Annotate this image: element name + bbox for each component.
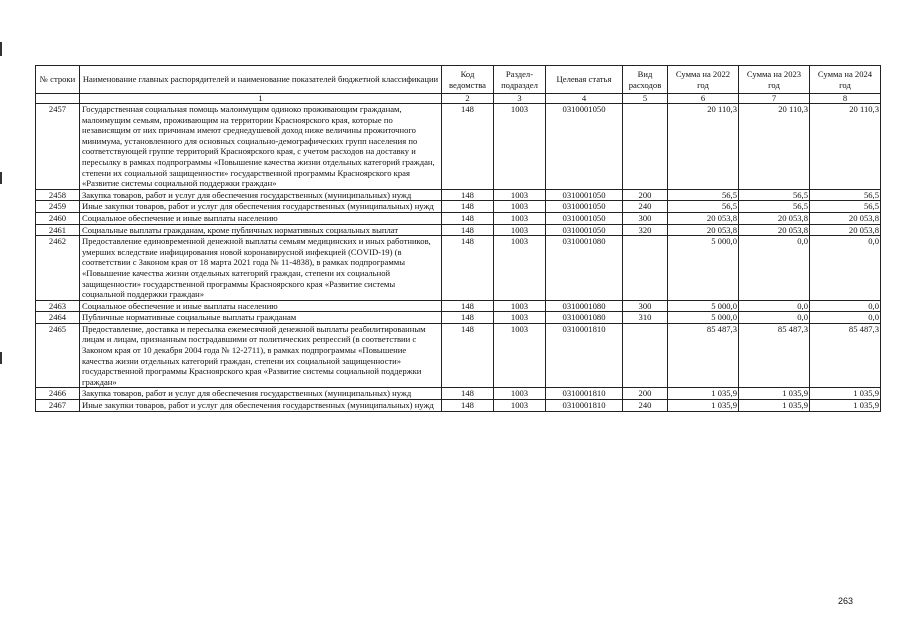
row-dept-code: 148 bbox=[442, 224, 494, 236]
row-number: 2465 bbox=[36, 323, 80, 388]
row-sum-2023: 1 035,9 bbox=[739, 388, 810, 400]
row-expense-type: 300 bbox=[623, 300, 668, 312]
row-section: 1003 bbox=[494, 388, 546, 400]
row-expense-type: 200 bbox=[623, 388, 668, 400]
row-sum-2023: 0,0 bbox=[739, 236, 810, 301]
row-target-article: 0310001080 bbox=[546, 312, 623, 324]
row-sum-2023: 56,5 bbox=[739, 201, 810, 213]
row-number: 2466 bbox=[36, 388, 80, 400]
row-sum-2022: 1 035,9 bbox=[668, 388, 739, 400]
table-row bbox=[36, 236, 881, 301]
column-number: 3 bbox=[494, 94, 546, 104]
row-number: 2461 bbox=[36, 224, 80, 236]
scan-edge-mark bbox=[0, 352, 2, 364]
row-section: 1003 bbox=[494, 224, 546, 236]
table-row bbox=[36, 212, 881, 224]
table-row bbox=[36, 201, 881, 213]
row-name: Иные закупки товаров, работ и услуг для обеспечения государственных (муниципальных) нужд bbox=[80, 201, 442, 213]
row-dept-code: 148 bbox=[442, 388, 494, 400]
header-name: Наименование главных распорядителей и наименование показателей бюджетной классификации bbox=[80, 66, 442, 94]
row-expense-type bbox=[623, 323, 668, 388]
column-number-row bbox=[36, 94, 881, 104]
row-number: 2460 bbox=[36, 212, 80, 224]
table-row bbox=[36, 189, 881, 201]
row-name: Государственная социальная помощь малоимущим одиноко проживающим гражданам, малоимущим семьям, проживающим на территории Красноярского края, которые по независящим от них причинам имеют среднедушевой доход ниже величины прожиточного минимума, установленного для основных социально-демографических групп населения по соответствующей группе территорий Красноярского края, с учетом расходов на доставку и пересылку в рамках подпрограммы «Повышение качества жизни отдельных категорий граждан, степени их социальной защищенности» государственной программы Красноярского края «Развитие системы социальной поддержки граждан» bbox=[80, 104, 442, 190]
row-sum-2022: 20 110,3 bbox=[668, 104, 739, 190]
row-dept-code: 148 bbox=[442, 201, 494, 213]
column-number-empty bbox=[36, 94, 80, 104]
table-row bbox=[36, 388, 881, 400]
row-expense-type bbox=[623, 236, 668, 301]
row-target-article: 0310001810 bbox=[546, 400, 623, 412]
row-section: 1003 bbox=[494, 201, 546, 213]
row-target-article: 0310001080 bbox=[546, 300, 623, 312]
table-row bbox=[36, 323, 881, 388]
row-expense-type: 240 bbox=[623, 400, 668, 412]
row-sum-2023: 20 053,8 bbox=[739, 224, 810, 236]
row-sum-2024: 0,0 bbox=[810, 312, 881, 324]
row-expense-type: 240 bbox=[623, 201, 668, 213]
row-sum-2022: 56,5 bbox=[668, 201, 739, 213]
budget-table bbox=[35, 65, 881, 412]
row-dept-code: 148 bbox=[442, 400, 494, 412]
column-number: 7 bbox=[739, 94, 810, 104]
row-dept-code: 148 bbox=[442, 189, 494, 201]
row-dept-code: 148 bbox=[442, 104, 494, 190]
row-sum-2022: 20 053,8 bbox=[668, 224, 739, 236]
row-sum-2024: 56,5 bbox=[810, 201, 881, 213]
row-target-article: 0310001050 bbox=[546, 212, 623, 224]
row-number: 2457 bbox=[36, 104, 80, 190]
column-number: 2 bbox=[442, 94, 494, 104]
row-number: 2459 bbox=[36, 201, 80, 213]
table-row bbox=[36, 224, 881, 236]
row-sum-2022: 5 000,0 bbox=[668, 300, 739, 312]
row-number: 2467 bbox=[36, 400, 80, 412]
row-sum-2022: 20 053,8 bbox=[668, 212, 739, 224]
row-name: Предоставление единовременной денежной выплаты семьям медицинских и иных работников, умерших вследствие инфицирования новой коронавирусной инфекцией (COVID-19) (в соответствии с Законом края от 18 марта 2021 года № 11-4838), в рамках подпрограммы «Повышение качества жизни отдельных категорий граждан, степени их социальной защищенности» государственной программы Красноярского края «Развитие системы социальной поддержки граждан» bbox=[80, 236, 442, 301]
row-number: 2463 bbox=[36, 300, 80, 312]
row-dept-code: 148 bbox=[442, 236, 494, 301]
table-body bbox=[36, 104, 881, 412]
row-sum-2024: 85 487,3 bbox=[810, 323, 881, 388]
row-sum-2023: 1 035,9 bbox=[739, 400, 810, 412]
row-sum-2022: 5 000,0 bbox=[668, 312, 739, 324]
row-sum-2023: 0,0 bbox=[739, 312, 810, 324]
row-sum-2024: 20 110,3 bbox=[810, 104, 881, 190]
row-name: Социальные выплаты гражданам, кроме публичных нормативных социальных выплат bbox=[80, 224, 442, 236]
header-sum-2022: Сумма на 2022 год bbox=[668, 66, 739, 94]
row-section: 1003 bbox=[494, 323, 546, 388]
table-row bbox=[36, 312, 881, 324]
row-sum-2022: 1 035,9 bbox=[668, 400, 739, 412]
row-sum-2022: 5 000,0 bbox=[668, 236, 739, 301]
row-dept-code: 148 bbox=[442, 323, 494, 388]
row-name: Предоставление, доставка и пересылка ежемесячной денежной выплаты реабилитированным лицам и лицам, признанным пострадавшими от политических репрессий (в соответствии с Законом края от 10 декабря 2004 года № 12-2711), в рамках подпрограммы «Повышение качества жизни отдельных категорий граждан, степени их социальной защищенности» государственной программы Красноярского края «Развитие системы социальной поддержки граждан» bbox=[80, 323, 442, 388]
column-number: 1 bbox=[80, 94, 442, 104]
header-sum-2023: Сумма на 2023 год bbox=[739, 66, 810, 94]
header-sum-2024: Сумма на 2024 год bbox=[810, 66, 881, 94]
row-section: 1003 bbox=[494, 236, 546, 301]
row-section: 1003 bbox=[494, 400, 546, 412]
row-target-article: 0310001050 bbox=[546, 104, 623, 190]
row-sum-2023: 0,0 bbox=[739, 300, 810, 312]
row-target-article: 0310001810 bbox=[546, 388, 623, 400]
row-expense-type bbox=[623, 104, 668, 190]
row-sum-2024: 56,5 bbox=[810, 189, 881, 201]
row-expense-type: 300 bbox=[623, 212, 668, 224]
row-dept-code: 148 bbox=[442, 312, 494, 324]
row-dept-code: 148 bbox=[442, 212, 494, 224]
scan-edge-mark bbox=[0, 42, 2, 56]
row-sum-2024: 20 053,8 bbox=[810, 224, 881, 236]
row-sum-2022: 56,5 bbox=[668, 189, 739, 201]
header-type: Вид расходов bbox=[623, 66, 668, 94]
row-section: 1003 bbox=[494, 312, 546, 324]
row-target-article: 0310001050 bbox=[546, 189, 623, 201]
row-number: 2464 bbox=[36, 312, 80, 324]
column-number: 6 bbox=[668, 94, 739, 104]
row-dept-code: 148 bbox=[442, 300, 494, 312]
header-num: № строки bbox=[36, 66, 80, 94]
row-sum-2024: 1 035,9 bbox=[810, 400, 881, 412]
row-section: 1003 bbox=[494, 189, 546, 201]
row-target-article: 0310001080 bbox=[546, 236, 623, 301]
row-sum-2024: 0,0 bbox=[810, 236, 881, 301]
row-sum-2024: 20 053,8 bbox=[810, 212, 881, 224]
header-dept: Код ведомства bbox=[442, 66, 494, 94]
column-number: 8 bbox=[810, 94, 881, 104]
row-sum-2024: 1 035,9 bbox=[810, 388, 881, 400]
table-row bbox=[36, 300, 881, 312]
table-row bbox=[36, 104, 881, 190]
row-sum-2023: 85 487,3 bbox=[739, 323, 810, 388]
row-name: Социальное обеспечение и иные выплаты населению bbox=[80, 212, 442, 224]
page-number: 263 bbox=[837, 596, 853, 606]
row-sum-2023: 20 053,8 bbox=[739, 212, 810, 224]
header-article: Целевая статья bbox=[546, 66, 623, 94]
row-section: 1003 bbox=[494, 300, 546, 312]
column-number: 5 bbox=[623, 94, 668, 104]
row-name: Социальное обеспечение и иные выплаты населению bbox=[80, 300, 442, 312]
row-target-article: 0310001050 bbox=[546, 201, 623, 213]
row-section: 1003 bbox=[494, 104, 546, 190]
table-row bbox=[36, 400, 881, 412]
row-section: 1003 bbox=[494, 212, 546, 224]
row-number: 2462 bbox=[36, 236, 80, 301]
column-number: 4 bbox=[546, 94, 623, 104]
header-row bbox=[36, 66, 881, 94]
row-sum-2022: 85 487,3 bbox=[668, 323, 739, 388]
row-expense-type: 200 bbox=[623, 189, 668, 201]
row-name: Иные закупки товаров, работ и услуг для обеспечения государственных (муниципальных) нужд bbox=[80, 400, 442, 412]
header-section: Раздел-подраздел bbox=[494, 66, 546, 94]
row-number: 2458 bbox=[36, 189, 80, 201]
row-expense-type: 320 bbox=[623, 224, 668, 236]
scan-edge-mark bbox=[0, 172, 2, 184]
row-sum-2023: 20 110,3 bbox=[739, 104, 810, 190]
row-name: Закупка товаров, работ и услуг для обеспечения государственных (муниципальных) нужд bbox=[80, 189, 442, 201]
row-name: Закупка товаров, работ и услуг для обеспечения государственных (муниципальных) нужд bbox=[80, 388, 442, 400]
row-name: Публичные нормативные социальные выплаты гражданам bbox=[80, 312, 442, 324]
row-sum-2023: 56,5 bbox=[739, 189, 810, 201]
row-target-article: 0310001050 bbox=[546, 224, 623, 236]
row-expense-type: 310 bbox=[623, 312, 668, 324]
row-sum-2024: 0,0 bbox=[810, 300, 881, 312]
row-target-article: 0310001810 bbox=[546, 323, 623, 388]
